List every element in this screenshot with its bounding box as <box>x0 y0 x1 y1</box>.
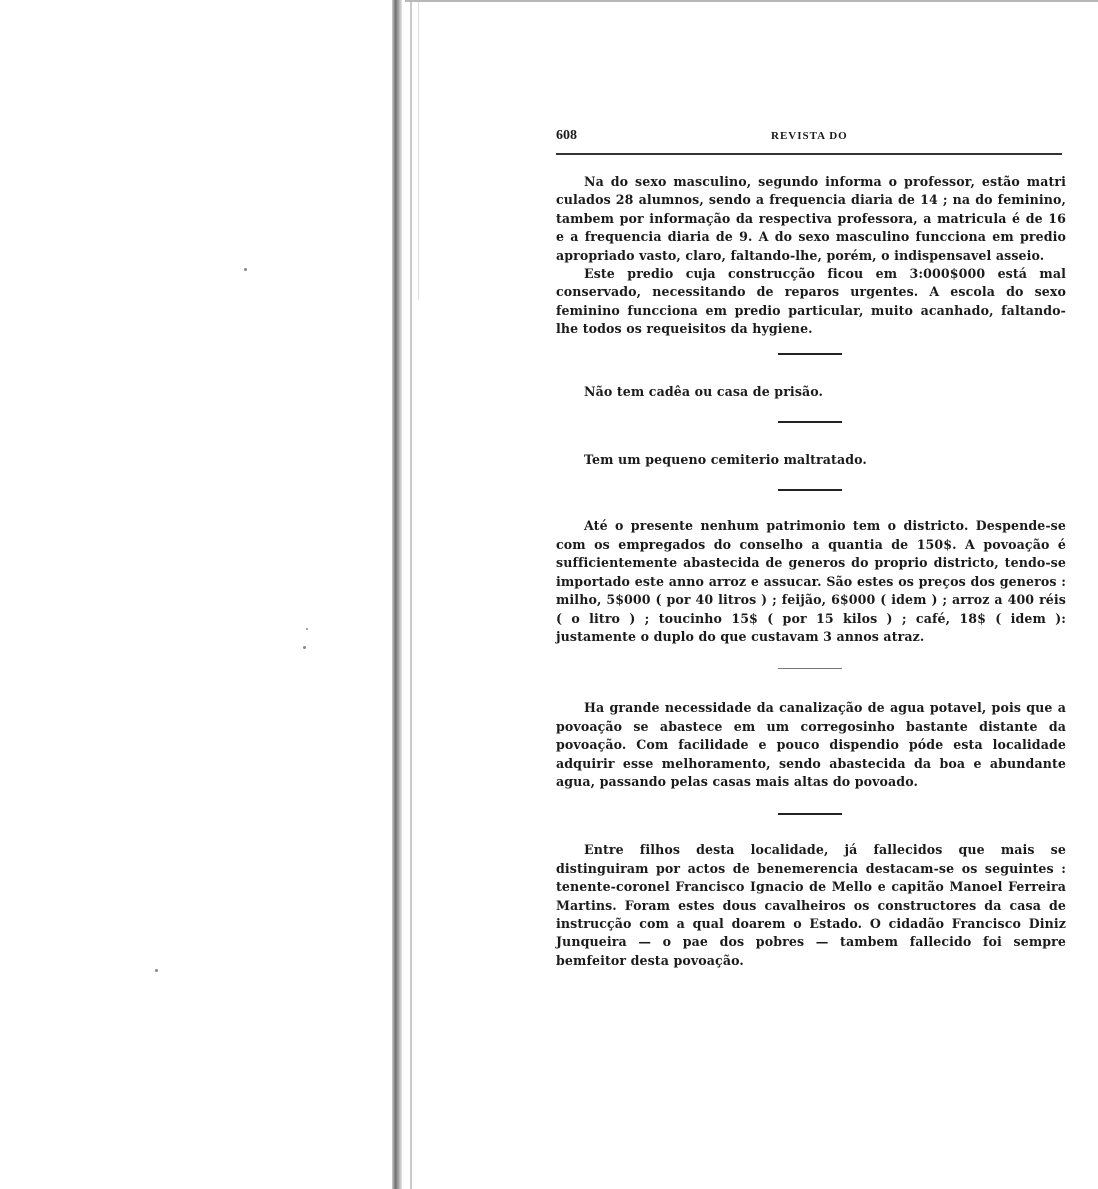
page-top-edge <box>405 0 1098 2</box>
page-header <box>556 128 1066 150</box>
paragraph-water-supply: Ha grande necessidade da canalização de agua potavel, pois que a povoação se abastece em um corregosinho bastante distante da povoação. Com facilidade e pouco dispendio póde esta localidade adquirir esse melhoramento, sendo abastecida da boa e abundante agua, passando pelas casas mais altas do povoado. <box>556 700 1066 789</box>
paper-speck <box>303 646 306 649</box>
section-divider <box>778 421 842 423</box>
paper-speck <box>306 628 308 630</box>
section-divider <box>778 353 842 355</box>
paragraph-schools-enrollment: Na do sexo masculino, segundo informa o professor, estão matri culados 28 alumnos, sendo a frequencia diaria de 14 ; na do feminino, tambem por informação da respectiva professora, a matricula é de 16 e a frequencia diaria de 9. A do sexo masculino funcciona em predio apropriado vasto, claro, faltando-lhe, porém, o indispensavel asseio. <box>556 174 1066 263</box>
gutter-shadow-line <box>410 0 412 1189</box>
paper-speck <box>244 268 247 271</box>
binding-gutter <box>392 0 402 1189</box>
header-rule <box>556 153 1062 155</box>
page-content <box>556 128 1066 970</box>
paper-speck <box>155 969 158 972</box>
paragraph-school-building: Este predio cuja construcção ficou em 3:000$000 está mal conservado, necessitando de reparos urgentes. A escola do sexo feminino funcciona em predio particular, muito acanhado, faltando-lhe todos os requeisitos da hygiene. <box>556 266 1066 337</box>
page-number: 608 <box>556 128 577 143</box>
left-blank-page <box>0 0 395 1189</box>
paragraph-cemetery: Tem um pequeno cemiterio maltratado. <box>584 452 867 468</box>
section-divider <box>778 668 842 669</box>
paragraph-prison: Não tem cadêa ou casa de prisão. <box>584 383 824 399</box>
paragraph-notable-residents: Entre filhos desta localidade, já fallecidos que mais se distinguiram por actos de benemerencia destacam-se os seguintes : tenente-coronel Francisco Ignacio de Mello e capitão Manoel Ferreira Martins. Foram estes dous cavalheiros os constructores da casa de instrucção com a qual doarem o Estado. O cidadão Francisco Diniz Junqueira — o pae dos pobres — tambem fallecido foi sempre bemfeitor desta povoação. <box>556 842 1066 968</box>
gutter-shadow-line <box>418 0 419 300</box>
section-divider <box>778 489 842 491</box>
running-head: REVISTA DO <box>771 130 848 142</box>
section-divider <box>778 813 842 815</box>
paragraph-patrimony-prices: Até o presente nenhum patrimonio tem o districto. Despende-se com os empregados do conselho a quantia de 150$. A povoação é sufficientemente abastecida de generos do proprio districto, tendo-se importado este anno arroz e assucar. São estes os preços dos generos : milho, 5$000 ( por 40 litros ) ; feijão, 6$000 ( idem ) ; arroz a 400 réis ( o litro ) ; toucinho 15$ ( por 15 kilos ) ; café, 18$ ( idem ): justamente o duplo do que custavam 3 annos atraz. <box>556 518 1066 644</box>
